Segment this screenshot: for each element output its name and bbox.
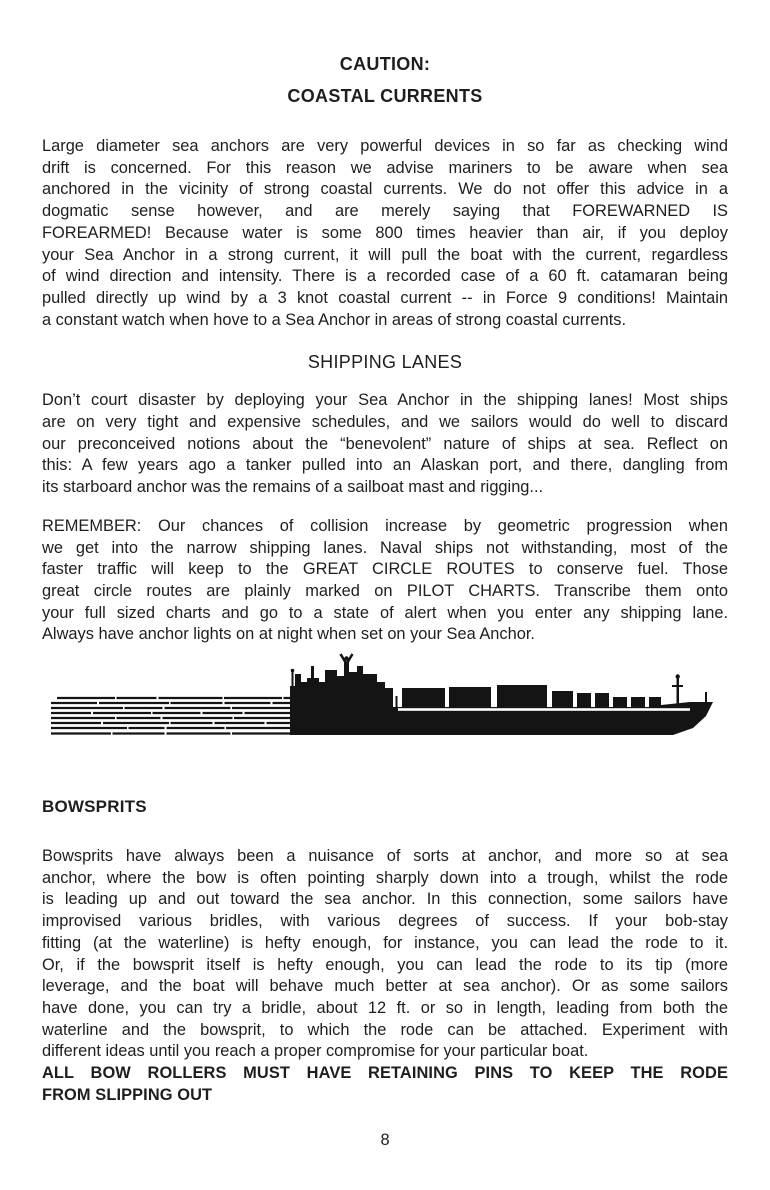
bowsprits-heading: BOWSPRITS [42, 797, 147, 817]
text-line: this: A few years ago a tanker pulled into an Alaskan port, and there, dangling from [42, 456, 728, 475]
ship-speed-lines [51, 698, 293, 734]
ship-stern-antenna [291, 669, 295, 686]
text-line: of wind direction and intensity. There is a recorded case of a 60 ft. catamaran being [42, 267, 728, 286]
ship-bow-staff [705, 692, 707, 703]
text-line: anchored in the vicinity of strong coastal currents. We do not offer this advice in a [42, 180, 728, 199]
text-line: we get into the narrow shipping lanes. Naval ships not withstanding, most of the [42, 538, 728, 557]
text-line: Large diameter sea anchors are very powerful devices in so far as checking wind [42, 137, 728, 155]
text-line: different ideas until you reach a proper compromise for your particular boat. [42, 1042, 589, 1061]
text-line: FOREARMED! Because water is some 800 times heavier than air, if you deploy [42, 223, 728, 242]
ship-hull-and-superstructure [290, 662, 713, 735]
bowsprits-paragraph [42, 846, 728, 1063]
text-line: drift is concerned. For this reason we advise mariners to be aware when sea [42, 158, 728, 177]
shipping-lanes-paragraph-2 [42, 516, 728, 646]
text-line: ALL BOW ROLLERS MUST HAVE RETAINING PINS TO KEEP THE RODE [42, 1064, 728, 1083]
text-line: Or, if the bowsprit itself is hefty enough, you can lead the rode to its tip (more [42, 955, 728, 974]
container-ship-silhouette-icon [45, 652, 725, 744]
coastal-currents-heading: COASTAL CURRENTS [287, 86, 483, 106]
text-line: your full sized charts and go to a state of alert when you enter any shipping lane. [42, 603, 728, 622]
ship-deck-post [396, 696, 398, 707]
text-line: dogmatic sense however, and are merely saying that FOREWARNED IS [42, 202, 728, 221]
text-line: great circle routes are plainly marked on PILOT CHARTS. Transcribe them onto [42, 581, 728, 600]
text-line: FROM SLIPPING OUT [42, 1085, 213, 1104]
text-line: Bowsprits have always been a nuisance of sorts at anchor, and more so at sea [42, 847, 728, 866]
text-line: REMEMBER: Our chances of collision increase by geometric progression when [42, 516, 728, 535]
ship-foremast [672, 674, 683, 704]
text-line: faster traffic will keep to the GREAT CIRCLE ROUTES to conserve fuel. Those [42, 560, 728, 579]
text-line: anchor, where the bow is often pointing sharply down into a trough, whilst the rode [42, 868, 728, 887]
bow-rollers-warning [42, 1063, 728, 1106]
text-line: waterline and the bowsprit, to which the rode can be attached. Experiment with [42, 1020, 728, 1039]
coastal-currents-paragraph [42, 136, 728, 331]
text-line: Don’t court disaster by deploying your Sea Anchor in the shipping lanes! Most ships [42, 391, 728, 410]
text-line: improvised various bridles, with various degrees of success. If your bob-stay [42, 912, 728, 931]
text-line: Always have anchor lights on at night when set on your Sea Anchor. [42, 625, 535, 644]
text-line: your Sea Anchor in a strong current, it will pull the boat with the current, regardless [42, 245, 728, 264]
text-line: a constant watch when hove to a Sea Anchor in areas of strong coastal currents. [42, 310, 627, 329]
caution-heading: CAUTION: [339, 54, 431, 74]
ship-deck-line [398, 708, 690, 711]
shipping-lanes-paragraph-1 [42, 390, 728, 499]
ship-figure [45, 652, 725, 744]
text-line: our preconceived notions about the “benevolent” nature of ships at sea. Reflect on [42, 434, 728, 453]
shipping-lanes-heading: SHIPPING LANES [307, 352, 463, 373]
text-line: its starboard anchor was the remains of a sailboat mast and rigging... [42, 478, 544, 497]
text-line: leverage, and the boat will behave much better at sea anchor). Or as some sailors [42, 977, 728, 996]
text-line: pulled directly up wind by a 3 knot coastal current -- in Force 9 conditions! Maintain [42, 288, 728, 307]
text-line: is leading up and out toward the sea anchor. In this connection, some sailors have [42, 890, 728, 909]
text-line: fitting (at the waterline) is hefty enough, for instance, you can lead the rode to it. [42, 933, 728, 952]
text-line: are on very tight and expensive schedules, and we sailors would do well to discard [42, 413, 728, 432]
text-line: have done, you can try a bridle, about 12 ft. or so in length, leading from both the [42, 998, 728, 1017]
ship-main-mast-rigging [341, 654, 353, 664]
page-number: 8 [380, 1131, 390, 1149]
